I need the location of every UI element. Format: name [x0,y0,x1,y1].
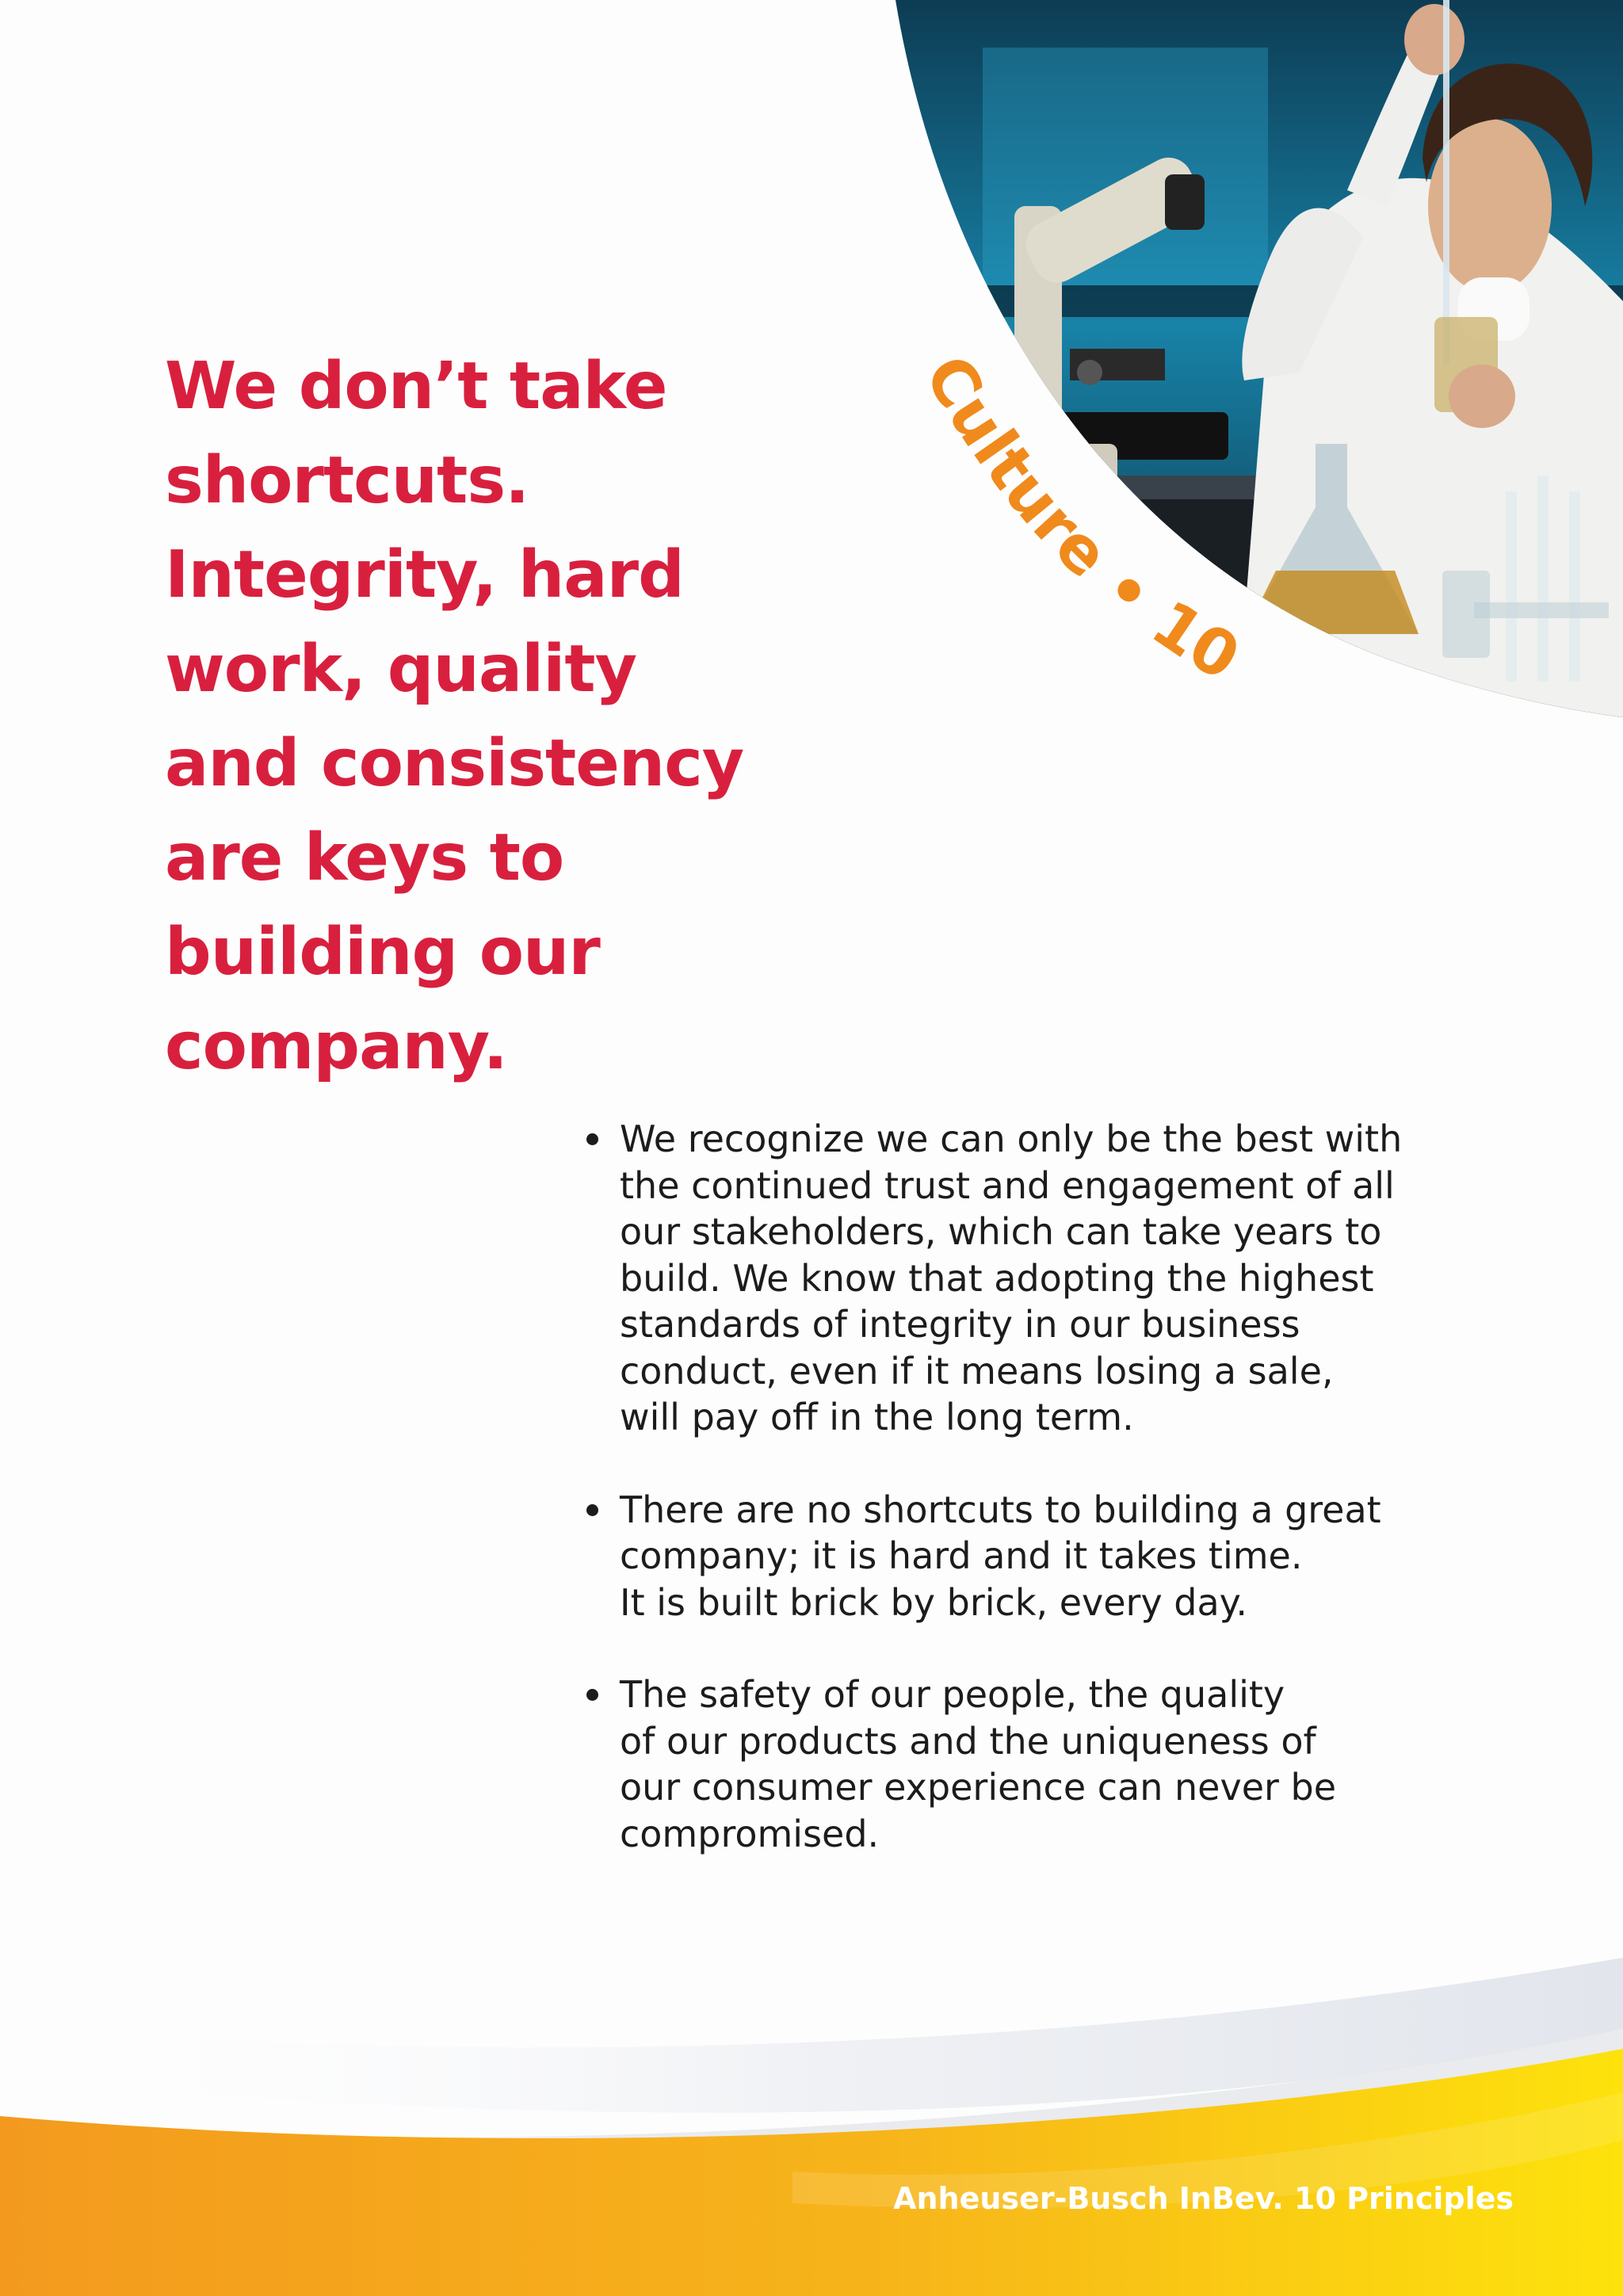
bullet-item-safety [583,1671,1503,1857]
bullet-line: our consumer experience can never be [620,1766,1337,1809]
headline-line: work, quality [165,632,637,707]
bullet-line: compromised. [620,1812,880,1855]
bullet-line: the continued trust and engagement of all [620,1163,1395,1207]
bullet-line: will pay off in the long term. [620,1396,1134,1438]
headline-line: We don’t take [165,349,667,424]
bullet-line: build. We know that adopting the highest [620,1256,1374,1300]
headline-line: Integrity, hard [165,537,684,613]
bullet-line: company; it is hard and it takes time. [620,1534,1303,1577]
section-label: Culture • 10 [910,342,1252,695]
headline-line: shortcuts. [165,443,529,518]
headline-line: company. [165,1009,507,1084]
bullet-line: standards of integrity in our business [620,1303,1300,1346]
bullet-line: It is built brick by brick, every day. [620,1580,1247,1624]
headline [165,339,799,1094]
footer-band [0,1958,1623,2296]
bullet-dot-icon [586,1689,598,1701]
bullet-line: The safety of our people, the quality [620,1673,1285,1716]
bullet-dot-icon [586,1133,598,1145]
bullet-line: There are no shortcuts to building a great [620,1488,1381,1531]
bullet-item-shortcuts [583,1487,1503,1626]
footer-title: Anheuser-Busch InBev. 10 Principles [893,2181,1514,2216]
bullet-dot-icon [586,1504,598,1516]
bullet-line: conduct, even if it means losing a sale, [620,1349,1334,1392]
bullet-item-trust [583,1116,1503,1441]
lab-photo [872,0,1623,721]
bullet-line: our stakeholders, which can take years to [620,1210,1382,1253]
bullet-list [583,1116,1503,1903]
bullet-line: We recognize we can only be the best with [620,1117,1403,1160]
headline-line: are keys to [165,820,564,896]
bullet-line: of our products and the uniqueness of [620,1719,1316,1763]
headline-line: and consistency [165,726,744,801]
headline-line: building our [165,915,600,990]
